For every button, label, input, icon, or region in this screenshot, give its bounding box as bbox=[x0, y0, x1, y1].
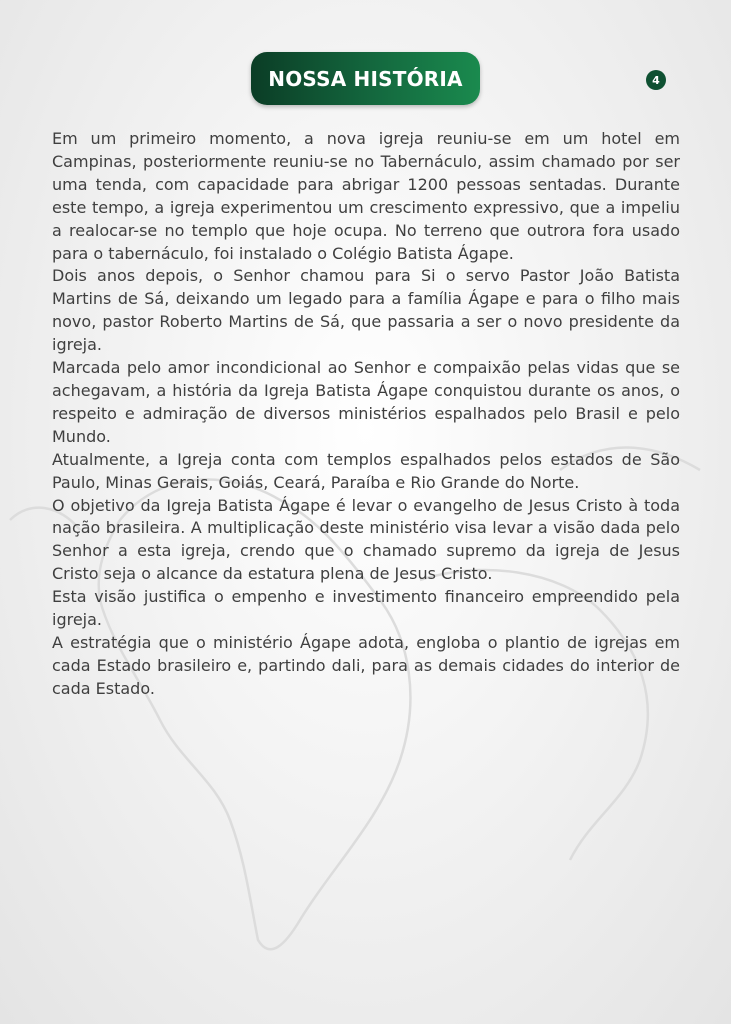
history-text bbox=[52, 128, 680, 701]
page-title: NOSSA HISTÓRIA bbox=[268, 66, 463, 91]
paragraph: Atualmente, a Igreja conta com templos espalhados pelos estados de São Paulo, Minas Gerais, Goiás, Ceará, Paraíba e Rio Grande do Norte. bbox=[52, 449, 680, 492]
paragraph: Marcada pelo amor incondicional ao Senhor e compaixão pelas vidas que se achegavam, a história da Igreja Batista Ágape conquistou durante os anos, o respeito e admiração de diversos ministérios espalhados pelo Brasil e pelo Mundo. bbox=[52, 358, 680, 446]
paragraph: A estratégia que o ministério Ágape adota, engloba o plantio de igrejas em cada Estado brasileiro e, partindo dali, para as demais cidades do interior de cada Estado. bbox=[52, 632, 680, 698]
paragraph: Em um primeiro momento, a nova igreja reuniu-se em um hotel em Campinas, posteriormente reuniu-se no Tabernáculo, assim chamado por ser uma tenda, com capacidade para abrigar 1200 pessoas sentadas. Durante este tempo, a igreja experimentou um crescimento expressivo, que a impeliu a realocar-se no templo que hoje ocupa. No terreno que outrora fora usado para o tabernáculo, foi instalado o Colégio Batista Ágape. bbox=[52, 129, 680, 263]
title-banner bbox=[251, 52, 480, 105]
paragraph: O objetivo da Igreja Batista Ágape é levar o evangelho de Jesus Cristo à toda nação brasileira. A multiplicação deste ministério visa levar a visão dada pelo Senhor a esta igreja, crendo que o chamado supremo da igreja de Jesus Cristo seja o alcance da estatura plena de Jesus Cristo. bbox=[52, 495, 680, 584]
paragraph: Dois anos depois, o Senhor chamou para Si o servo Pastor João Batista Martins de Sá, deixando um legado para a família Ágape e para o filho mais novo, pastor Roberto Martins de Sá, que passaria a ser o novo presidente da igreja. bbox=[52, 266, 680, 355]
page-number-badge: 4 bbox=[646, 70, 666, 90]
paragraph: Esta visão justifica o empenho e investimento financeiro empreendido pela igreja. bbox=[52, 587, 680, 630]
